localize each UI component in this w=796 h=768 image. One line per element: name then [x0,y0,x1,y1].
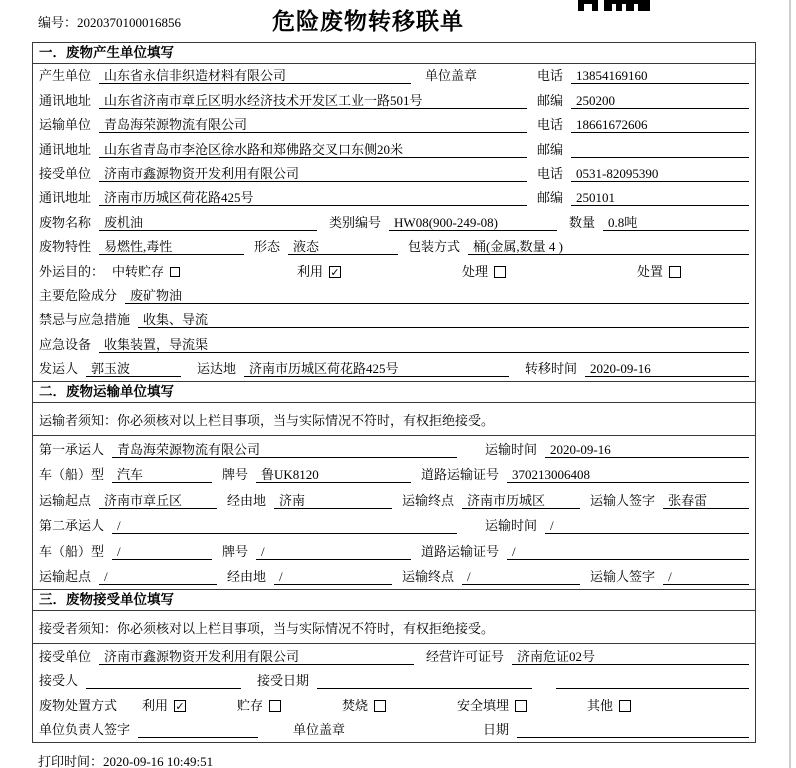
carrier2-via-value: / [274,569,392,585]
destination-value: 济南市历城区荷花路425号 [244,361,509,377]
section-producer-header: 一．废物产生单位填写 [33,43,755,64]
producer-value: 山东省永信非织造材料有限公司 [99,68,411,84]
waste-name-label: 废物名称 [39,214,92,230]
form-value: 液态 [288,239,398,255]
hazard-value: 废矿物油 [125,288,749,304]
carrier1-via-value: 济南 [274,493,392,509]
acceptor-row [33,669,755,694]
address-label: 通讯地址 [39,141,92,157]
taboo-value: 收集、导流 [138,312,749,328]
via-label: 经由地 [227,492,267,508]
carrier2-end-value: / [462,569,580,585]
checkbox-checked-icon: ✓ [330,265,340,279]
origin-label: 运输起点 [39,569,92,585]
transporter-address-row [33,137,755,161]
checkbox-icon [619,700,631,712]
disposal-method-row [33,693,755,718]
form-title: 危险废物转移联单 [272,8,464,34]
page-edge-divider [789,0,791,768]
taboo-measures-row [33,308,755,332]
section-transporter-header: 二．废物运输单位填写 [33,381,755,403]
option-label: 焚烧 [342,697,369,713]
road-permit-label: 道路运输证号 [421,467,500,483]
vehicle-type-label: 车（船）型 [39,467,105,483]
quantity-value: 0.8吨 [603,215,749,231]
zip-label: 邮编 [537,141,564,157]
shipper-label: 发运人 [39,361,79,377]
zip-label: 邮编 [537,92,564,108]
notice-label: 接受者须知： [39,620,118,636]
equipment-label: 应急设备 [39,336,92,352]
character-value: 易燃性,毒性 [99,239,244,255]
equipment-value: 收集装置，导流渠 [99,337,749,353]
notice-text: 你必须核对以上栏目事项，当与实际情况不符时，有权拒绝接受。 [117,412,495,428]
waste-name-value: 废机油 [99,215,317,231]
disposal-option-storage [237,698,342,714]
transporter-phone-value: 18661672606 [571,117,749,133]
manifest-table [32,42,756,743]
receiver-phone-group [537,166,749,182]
waste-character-row [33,235,755,259]
acceptor-label: 接受人 [39,673,79,689]
accept-date-value [317,673,532,689]
waste-name-row [33,210,755,234]
print-time-label: 打印时间： [38,754,104,768]
option-label: 其他 [587,697,614,713]
phone-label: 电话 [537,165,564,181]
carrier1-plate-value: 鲁UK8120 [256,467,411,483]
carrier1-permit-value: 370213006408 [507,467,749,483]
transporter-sign-label: 运输人签字 [590,569,656,585]
checkbox-icon [170,267,180,277]
checkbox-icon [374,700,386,712]
acceptor-value [86,673,241,689]
unit-seal-label: 单位盖章 [425,68,478,84]
producer-address-row [33,88,755,112]
purpose-label: 外运目的： [39,263,105,279]
shipper-row [33,357,755,381]
transport-time-label: 运输时间 [485,518,538,534]
option-label: 安全填埋 [457,697,510,713]
receiver-zip-group [537,190,749,206]
carrier2-route-row [33,564,755,590]
transporter-phone-group [537,117,749,133]
disposal-label: 废物处置方式 [39,697,118,713]
section-receiver-header: 三．废物接受单位填写 [33,589,755,611]
print-time-value: 2020-09-16 10:49:51 [103,754,214,768]
shipper-value: 郭玉波 [86,361,181,377]
transport-time-label: 运输时间 [485,441,538,457]
purpose-row [33,259,755,283]
receiver-value: 济南市鑫源物资开发利用有限公司 [99,166,527,182]
transporter-row [33,113,755,137]
endpoint-label: 运输终点 [402,569,455,585]
disposal-option-incinerate [342,698,457,714]
producer-zip-value: 250200 [571,93,749,109]
section-producer [33,43,755,381]
disposal-option-utilize [142,698,237,714]
taboo-label: 禁忌与应急措施 [39,312,131,328]
hazard-component-row [33,284,755,308]
carrier2-vehicle-value: / [112,544,212,560]
endpoint-label: 运输终点 [402,492,455,508]
package-value: 桶(金属,数量 4 ) [468,239,749,255]
option-label: 利用 [142,697,169,713]
receiver-address-row [33,186,755,210]
producer-phone-group [537,68,749,84]
hazard-label: 主要危险成分 [39,287,118,303]
option-label: 中转贮存 [112,263,165,279]
producer-zip-group [537,93,749,109]
disposal-option-other [587,698,631,714]
carrier1-time-value: 2020-09-16 [545,442,749,458]
carrier2-sign-value: / [663,569,749,585]
option-label: 利用 [297,263,324,279]
accept-date-label: 接受日期 [257,673,310,689]
accept-unit-row [33,644,755,669]
via-label: 经由地 [227,569,267,585]
producer-label: 产生单位 [39,68,92,84]
producer-address-value: 山东省济南市章丘区明水经济技术开发区工业一路501号 [99,93,527,109]
carrier1-origin-value: 济南市章丘区 [99,493,217,509]
receiver-phone-value: 0531-82095390 [571,166,749,182]
emergency-equipment-row [33,332,755,356]
checkbox-checked-icon: ✓ [175,699,185,713]
checkbox-icon [269,700,281,712]
carrier1-vehicle-row [33,462,755,488]
sign-date-label: 日期 [483,722,510,738]
destination-label: 运达地 [197,361,237,377]
receiver-label: 接受单位 [39,165,92,181]
carrier2-vehicle-row [33,538,755,564]
quantity-label: 数量 [569,214,596,230]
carrier2-origin-value: / [99,569,217,585]
transporter-label: 运输单位 [39,117,92,133]
option-label: 处置 [637,263,664,279]
carrier2-time-value: / [545,518,749,534]
road-permit-label: 道路运输证号 [421,543,500,559]
disposal-option-landfill [457,698,587,714]
serial-number: 2020370100016856 [77,15,182,30]
transporter-zip-value [571,142,749,158]
section-receiver [33,589,755,742]
transporter-notice-row [33,403,755,436]
checkbox-icon [494,266,506,278]
accept-unit-label: 接受单位 [39,648,92,664]
carrier2-value: / [112,518,457,534]
transfer-time-value: 2020-09-16 [585,361,749,377]
transporter-value: 青岛海荣源物流有限公司 [99,117,527,133]
purpose-option-transfer-storage [112,264,297,280]
transporter-sign-label: 运输人签字 [590,492,656,508]
receiver-row [33,162,755,186]
carrier1-vehicle-value: 汽车 [112,467,212,483]
origin-label: 运输起点 [39,492,92,508]
address-label: 通讯地址 [39,92,92,108]
notice-text: 你必须核对以上栏目事项，当与实际情况不符时，有权拒绝接受。 [117,620,495,636]
head-sign-value [138,722,258,738]
option-label: 贮存 [237,697,264,713]
carrier2-row [33,513,755,539]
carrier2-permit-value: / [507,544,749,560]
accept-unit-value: 济南市鑫源物资开发利用有限公司 [99,649,414,665]
receiver-zip-value: 250101 [571,190,749,206]
purpose-option-treat [462,264,637,280]
purpose-option-dispose [637,264,681,280]
character-label: 废物特性 [39,239,92,255]
qr-code-fragment [578,0,650,11]
address-label: 通讯地址 [39,190,92,206]
category-value: HW08(900-249-08) [389,215,557,231]
package-label: 包装方式 [408,239,461,255]
phone-label: 电话 [537,68,564,84]
carrier1-sign-value: 张春雷 [663,493,749,509]
head-signature-row [33,718,755,743]
category-label: 类别编号 [329,214,382,230]
zip-label: 邮编 [537,190,564,206]
checkbox-icon [515,700,527,712]
receiver-address-value: 济南市历城区荷花路425号 [99,190,527,206]
received-qty-value [556,673,749,689]
serial-label: 编号： [38,15,78,30]
license-label: 经营许可证号 [426,648,505,664]
plate-label: 牌号 [222,543,249,559]
unit-seal-label: 单位盖章 [293,722,346,738]
license-value: 济南危证02号 [512,649,749,665]
notice-label: 运输者须知： [39,412,118,428]
carrier1-end-value: 济南市历城区 [462,493,580,509]
transfer-time-label: 转移时间 [525,361,578,377]
carrier1-row [33,436,755,462]
producer-phone-value: 13854169160 [571,68,749,84]
form-label: 形态 [254,239,281,255]
carrier1-route-row [33,487,755,513]
plate-label: 牌号 [222,467,249,483]
purpose-option-utilize [297,264,462,280]
vehicle-type-label: 车（船）型 [39,543,105,559]
carrier2-label: 第二承运人 [39,518,105,534]
producer-row [33,64,755,88]
head-sign-label: 单位负责人签字 [39,722,131,738]
sign-date-value [517,722,749,738]
option-label: 处理 [462,263,489,279]
transporter-address-value: 山东省青岛市李沧区徐水路和郑佛路交叉口东侧20米 [99,142,527,158]
transporter-zip-group [537,142,749,158]
print-time-line [38,751,213,768]
section-transporter [33,381,755,589]
carrier1-value: 青岛海荣源物流有限公司 [112,442,457,458]
phone-label: 电话 [537,117,564,133]
receiver-notice-row [33,611,755,644]
checkbox-icon [669,266,681,278]
carrier2-plate-value: / [256,544,411,560]
carrier1-label: 第一承运人 [39,441,105,457]
